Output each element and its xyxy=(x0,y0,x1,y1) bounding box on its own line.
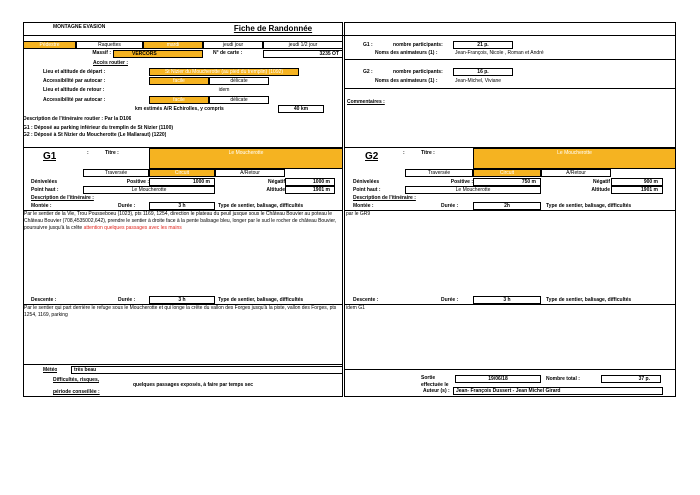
g1-alt-label: Altitude xyxy=(266,187,285,193)
g1-deniv-label: Dénivelées xyxy=(31,179,58,185)
g2-alt-label: Altitude xyxy=(591,187,610,193)
difficultes-value: quelques passages exposés, à faire par temps sec xyxy=(133,382,254,388)
g1-label-participants: G1 : xyxy=(363,42,373,48)
g1-montee-text xyxy=(24,211,340,261)
tag-jeudi-jour: jeudi jour xyxy=(203,41,263,49)
g1-neg-value: 1000 m xyxy=(285,178,335,186)
difficultes-label: Difficultés, risques, xyxy=(53,377,100,383)
g1-animateurs-label: Noms des animateurs (1) : xyxy=(375,50,438,56)
g2-pos-label: Positive : xyxy=(450,179,473,185)
depart-value: St Nizier du Moucherotte (au pied du tremplin) (1092) xyxy=(149,68,299,76)
g1-descente-duree: 3 h xyxy=(149,296,215,304)
page-title: Fiche de Randonnée xyxy=(233,24,313,33)
g2-colon: : xyxy=(403,150,405,156)
km-value: 40 km xyxy=(278,105,324,113)
g2-neg-value: 900 m xyxy=(611,178,663,186)
km-label: km estimés A/R Echirolles, y compris xyxy=(135,106,224,112)
auteurs-label: Auteur (s) : xyxy=(423,388,450,394)
g1-alt-value: 1901 m xyxy=(285,186,335,194)
g1-count-value: 21 p. xyxy=(453,41,513,49)
g2-pos-value: 750 m xyxy=(473,178,541,186)
g1-titre-value: Le Moucherotte xyxy=(149,148,343,169)
g2-neg-label: Négatif xyxy=(593,179,610,185)
g2-label-participants: G2 : xyxy=(363,69,373,75)
g2-descente-sentier-label: Type de sentier, balisage, difficultés xyxy=(546,297,632,303)
g2-duree-label: Durée : xyxy=(441,203,459,209)
g2-alt-value: 1901 m xyxy=(611,186,663,194)
meteo-label: Météo xyxy=(43,367,58,373)
g2-type-circuit: Circuit xyxy=(473,169,541,177)
g1-pos-label: Positive : xyxy=(126,179,149,185)
comments-label: Commentaires : xyxy=(347,99,385,105)
g2-montee-label: Montée : xyxy=(353,203,374,209)
g2-montee-duree: 2h xyxy=(473,202,541,210)
g1-pos-value: 1000 m xyxy=(149,178,215,186)
g2-animateurs-names: Jean-Michel, Viviane xyxy=(455,78,502,84)
g2-titre-value: Le Moucherotte xyxy=(473,148,676,169)
g2-count-value: 16 p. xyxy=(453,68,513,76)
g1-descente-text: Par le sentier qui part derrière le refuge sous le Moucherotte et qui longe la crête du vallon des Forges jusqu'à la piste, vallon des Forges, pts 1254, 1169, parking xyxy=(24,305,337,318)
itineraire-g2: G2 : Déposé à St Nizier du Moucherotte (Le Mallaraut) (1220) xyxy=(23,132,167,138)
retour-label: Lieu et altitude de retour : xyxy=(43,87,105,93)
carte-value: 3235 OT xyxy=(263,50,343,58)
retour-value: idem xyxy=(218,87,230,93)
g1-type-circuit: Circuit xyxy=(149,169,215,177)
carte-label: N° de carte : xyxy=(213,50,243,56)
itineraire-g1: G1 : Déposé au parking inférieur du tremplin de St Nizier (1100) xyxy=(23,125,174,131)
sortie-date: 19/06/18 xyxy=(455,375,541,383)
g2-sentier-label: Type de sentier, balisage, difficultés xyxy=(546,203,632,209)
g1-descente-sentier-label: Type de sentier, balisage, difficultés xyxy=(218,297,304,303)
autocar2-note: délicate xyxy=(209,96,269,104)
g2-point-value: Le Moucherotte xyxy=(405,186,541,194)
g1-titre-label: Titre : xyxy=(105,150,119,156)
tag-jeudi-demi-jour: jeudi 1/2 jour xyxy=(263,41,343,49)
total-value: 37 p. xyxy=(601,375,661,383)
g2-descente-text: idem G1 xyxy=(346,305,365,311)
massif-label: Massif : xyxy=(92,50,111,56)
depart-label: Lieu et altitude de départ : xyxy=(43,69,106,75)
massif-value: VERCORS xyxy=(113,50,203,58)
g1-colon: : xyxy=(87,150,89,156)
g2-deniv-label: Dénivelées xyxy=(353,179,380,185)
g2-animateurs-label: Noms des animateurs (1) : xyxy=(375,78,438,84)
g2-footer-line xyxy=(344,369,676,370)
meteo-value: très beau xyxy=(71,366,343,374)
autocar2-label: Accessibilité par autocar : xyxy=(43,97,106,103)
autocar2-value: facile xyxy=(149,96,209,104)
g1-montee-body: Par le sentier de la Vie, Trou Pousseboeu (1023), pts 1169, 1254, direction le plateau du peuil jusque sous le Château Bouvier au poteau le Château Bouvier (708,4535002,642), prendre le sentier à droite face à la pente balisage bleu, longer par le sud le rocher de château Bouvier, poursuivre jusqu'à la crête xyxy=(24,211,337,231)
tag-pedestre: Pédestre xyxy=(23,41,76,49)
g2-titre-label: Titre : xyxy=(421,150,435,156)
header-divider xyxy=(23,35,676,36)
hike-sheet xyxy=(23,22,676,397)
g2-desc-label: Description de l'itinéraire : xyxy=(353,195,416,201)
g2-type-aretour: A/Retour xyxy=(541,169,611,177)
g1-type-aretour: A/Retour xyxy=(215,169,285,177)
g2-montee-text: par le GR9 xyxy=(346,211,371,217)
g1-descente-duree-label: Durée : xyxy=(118,297,136,303)
g1-neg-label: Négatif xyxy=(268,179,285,185)
auteurs-value: Jean- François Dussert - Jean Michel Girard xyxy=(453,387,663,395)
g1-montee-label: Montée : xyxy=(31,203,52,209)
acces-title: Accès routier : xyxy=(93,60,129,66)
g2-count-label: nombre participants: xyxy=(393,69,443,75)
g1-point-value: Le Moucherotte xyxy=(83,186,215,194)
sortie-sub: effectuée le xyxy=(421,382,449,388)
g2-descente-duree: 3 h xyxy=(473,296,541,304)
autocar-note: délicate xyxy=(209,77,269,85)
itineraire-title: Description de l'itinéraire routier : Par la D106 xyxy=(23,116,132,122)
g1-montee-warning: attention quelques passages avec les mains xyxy=(83,225,182,231)
g1-desc-label: Description de l'itinéraire : xyxy=(31,195,94,201)
g2-descente-label: Descente : xyxy=(353,297,379,303)
g1-type-traversee: Traversée xyxy=(83,169,149,177)
g1-animateurs-names: Jean-François, Nicole , Roman et André xyxy=(455,50,544,56)
org-name: MONTAGNE EVASION xyxy=(53,24,106,30)
g1-montee-duree: 3 h xyxy=(149,202,215,210)
g1-footer-line xyxy=(23,364,343,365)
sortie-label: Sortie xyxy=(421,375,436,381)
g1-name: G1 xyxy=(43,151,57,162)
g2-type-traversee: Traversée xyxy=(405,169,473,177)
participants-g2-line xyxy=(344,88,676,89)
tag-raquettes: Raquettes xyxy=(76,41,143,49)
participants-g1-line xyxy=(344,59,676,60)
tag-mardi: mardi xyxy=(143,41,203,49)
periode-label: période conseillée : xyxy=(53,389,100,395)
g1-descente-label: Descente : xyxy=(31,297,57,303)
g1-duree-label: Durée : xyxy=(118,203,136,209)
g2-name: G2 xyxy=(365,151,379,162)
total-label: Nombre total : xyxy=(546,376,580,382)
autocar-value: facile xyxy=(149,77,209,85)
g2-descente-duree-label: Durée : xyxy=(441,297,459,303)
autocar-label: Accessibilité par autocar : xyxy=(43,78,106,84)
g2-point-label: Point haut : xyxy=(353,187,381,193)
g1-count-label: nombre participants: xyxy=(393,42,443,48)
g1-point-label: Point haut : xyxy=(31,187,59,193)
g1-sentier-label: Type de sentier, balisage, difficultés xyxy=(218,203,304,209)
